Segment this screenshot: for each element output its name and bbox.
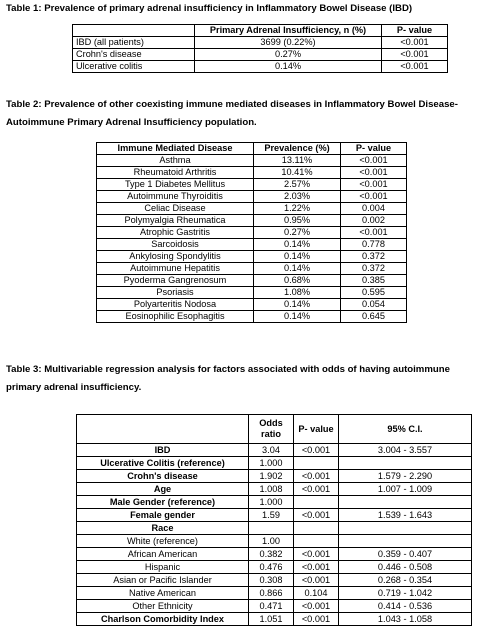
p-value-cell: <0.001 [294,470,339,483]
table-row [77,496,472,509]
p-value-cell: <0.001 [294,509,339,522]
ci-cell: 3.004 - 3.557 [339,444,472,457]
table-row [97,299,407,311]
table2 [96,142,407,323]
table-row [77,548,472,561]
factor-cell: Hispanic [77,561,249,574]
table-row [97,155,407,167]
table1-header-cell [73,25,195,37]
row-label: Ulcerative colitis [73,61,195,73]
table-row [77,600,472,613]
table-row [97,251,407,263]
prevalence-cell: 2.03% [254,191,341,203]
disease-name-cell: Eosinophilic Esophagitis [97,311,254,323]
odds-ratio-cell: 0.382 [249,548,294,561]
factor-cell: Ulcerative Colitis (reference) [77,457,249,470]
factor-cell: Race [77,522,249,535]
p-value-cell: 0.104 [294,587,339,600]
table-row [77,535,472,548]
factor-cell: Native American [77,587,249,600]
table1-header-cell: Primary Adrenal Insufficiency, n (%) [195,25,382,37]
p-value-cell: <0.001 [294,574,339,587]
table3-header-cell: P- value [294,415,339,444]
ci-cell: 1.539 - 1.643 [339,509,472,522]
table-row [73,49,448,61]
table-row [97,287,407,299]
prevalence-cell: 0.68% [254,275,341,287]
p-value-cell: <0.001 [294,483,339,496]
ci-cell: 0.268 - 0.354 [339,574,472,587]
table3-header-cell [77,415,249,444]
table-row [97,311,407,323]
ci-cell: 1.579 - 2.290 [339,470,472,483]
p-value-cell: <0.001 [294,600,339,613]
prevalence-cell: 2.57% [254,179,341,191]
ci-cell: 0.446 - 0.508 [339,561,472,574]
table-row [77,574,472,587]
table2-header-cell: Immune Mediated Disease [97,143,254,155]
p-value-cell: 0.645 [341,311,407,323]
p-value-cell: <0.001 [294,444,339,457]
odds-ratio-cell: 1.008 [249,483,294,496]
factor-cell: Asian or Pacific Islander [77,574,249,587]
disease-name-cell: Pyoderma Gangrenosum [97,275,254,287]
p-value-cell: <0.001 [341,167,407,179]
table3-header-cell: Odds ratio [249,415,294,444]
factor-cell: Age [77,483,249,496]
p-value-cell: <0.001 [382,37,448,49]
disease-name-cell: Autoimmune Thyroiditis [97,191,254,203]
disease-name-cell: Rheumatoid Arthritis [97,167,254,179]
prevalence-cell: 13.11% [254,155,341,167]
odds-ratio-cell [249,522,294,535]
table-row [97,227,407,239]
odds-ratio-cell: 1.051 [249,613,294,626]
p-value-cell: 0.372 [341,251,407,263]
p-value-cell: <0.001 [341,179,407,191]
p-value-cell: <0.001 [294,548,339,561]
table2-header-cell: Prevalence (%) [254,143,341,155]
p-value-cell: <0.001 [382,49,448,61]
table2-title-line2: Autoimmune Primary Adrenal Insufficiency population. [6,117,257,128]
table3 [76,414,472,626]
factor-cell: White (reference) [77,535,249,548]
p-value-cell [294,457,339,470]
odds-ratio-cell: 1.902 [249,470,294,483]
prevalence-cell: 1.08% [254,287,341,299]
factor-cell: Crohn's disease [77,470,249,483]
factor-cell: Other Ethnicity [77,600,249,613]
table-row [77,483,472,496]
table-row [97,179,407,191]
p-value-cell: 0.002 [341,215,407,227]
factor-cell: African American [77,548,249,561]
disease-name-cell: Autoimmune Hepatitis [97,263,254,275]
p-value-cell: <0.001 [341,227,407,239]
odds-ratio-cell: 0.308 [249,574,294,587]
table-row [73,37,448,49]
odds-ratio-cell: 1.00 [249,535,294,548]
table-row [77,470,472,483]
factor-cell: IBD [77,444,249,457]
odds-ratio-cell: 1.000 [249,496,294,509]
disease-name-cell: Polymyalgia Rheumatica [97,215,254,227]
ci-cell [339,457,472,470]
odds-ratio-cell: 0.866 [249,587,294,600]
table-row [97,215,407,227]
table2-title-line1: Table 2: Prevalence of other coexisting immune mediated diseases in Inflammatory Bowel Disease- [6,99,458,110]
table-row [73,61,448,73]
table-row [97,275,407,287]
ci-cell: 0.414 - 0.536 [339,600,472,613]
disease-name-cell: Atrophic Gastritis [97,227,254,239]
table1-title: Table 1: Prevalence of primary adrenal insufficiency in Inflammatory Bowel Disease (IBD) [6,3,413,14]
table1 [72,24,448,73]
prevalence-cell: 10.41% [254,167,341,179]
table-row [77,613,472,626]
p-value-cell: 0.004 [341,203,407,215]
table3-header-cell: 95% C.I. [339,415,472,444]
table-row [77,587,472,600]
row-label: IBD (all patients) [73,37,195,49]
p-value-cell: <0.001 [341,191,407,203]
odds-ratio-cell: 1.000 [249,457,294,470]
odds-ratio-cell: 0.476 [249,561,294,574]
odds-ratio-cell: 3.04 [249,444,294,457]
table-row [97,167,407,179]
ci-cell: 1.043 - 1.058 [339,613,472,626]
p-value-cell: 0.778 [341,239,407,251]
p-value-cell: 0.054 [341,299,407,311]
odds-ratio-cell: 1.59 [249,509,294,522]
p-value-cell: 0.372 [341,263,407,275]
ci-cell [339,535,472,548]
table-row [77,444,472,457]
p-value-cell: 0.595 [341,287,407,299]
disease-name-cell: Celiac Disease [97,203,254,215]
disease-name-cell: Psoriasis [97,287,254,299]
ci-cell [339,496,472,509]
factor-cell: Female gender [77,509,249,522]
table-row [77,561,472,574]
ci-cell: 1.007 - 1.009 [339,483,472,496]
p-value-cell: <0.001 [294,561,339,574]
value-cell: 3699 (0.22%) [195,37,382,49]
factor-cell: Charlson Comorbidity Index [77,613,249,626]
prevalence-cell: 0.27% [254,227,341,239]
ci-cell: 0.359 - 0.407 [339,548,472,561]
table1-header-cell: P- value [382,25,448,37]
table3-title-line2: primary adrenal insufficiency. [6,382,142,393]
ci-cell: 0.719 - 1.042 [339,587,472,600]
ci-cell [339,522,472,535]
prevalence-cell: 0.14% [254,251,341,263]
value-cell: 0.27% [195,49,382,61]
odds-ratio-cell: 0.471 [249,600,294,613]
p-value-cell: <0.001 [382,61,448,73]
disease-name-cell: Ankylosing Spondylitis [97,251,254,263]
value-cell: 0.14% [195,61,382,73]
table-row [77,457,472,470]
table3-title-line1: Table 3: Multivariable regression analysis for factors associated with odds of having autoimmune [6,364,450,375]
disease-name-cell: Type 1 Diabetes Mellitus [97,179,254,191]
prevalence-cell: 0.14% [254,263,341,275]
p-value-cell [294,522,339,535]
prevalence-cell: 0.14% [254,299,341,311]
table-row [77,509,472,522]
disease-name-cell: Asthma [97,155,254,167]
table-row [97,239,407,251]
disease-name-cell: Polyarteritis Nodosa [97,299,254,311]
p-value-cell: <0.001 [294,613,339,626]
p-value-cell: <0.001 [341,155,407,167]
table-row [97,191,407,203]
prevalence-cell: 0.95% [254,215,341,227]
table-row [97,203,407,215]
prevalence-cell: 0.14% [254,311,341,323]
p-value-cell: 0.385 [341,275,407,287]
disease-name-cell: Sarcoidosis [97,239,254,251]
row-label: Crohn's disease [73,49,195,61]
factor-cell: Male Gender (reference) [77,496,249,509]
prevalence-cell: 1.22% [254,203,341,215]
p-value-cell [294,535,339,548]
prevalence-cell: 0.14% [254,239,341,251]
p-value-cell [294,496,339,509]
table-row [77,522,472,535]
table2-header-cell: P- value [341,143,407,155]
table-row [97,263,407,275]
